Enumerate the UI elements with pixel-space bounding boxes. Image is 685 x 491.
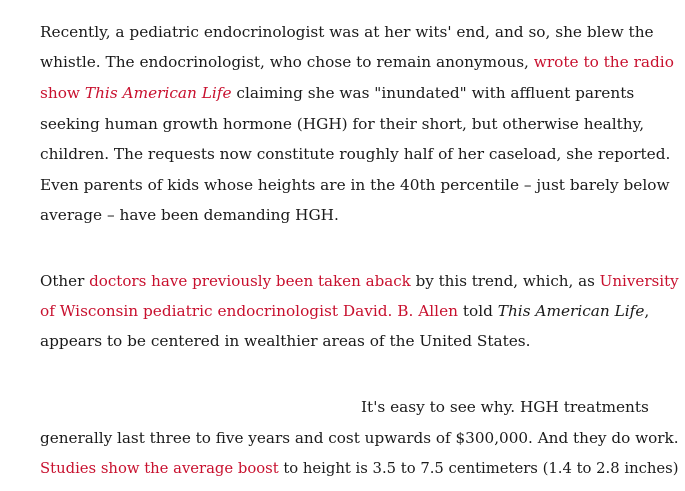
text-span: appears to be centered in wealthier areas of the United States. xyxy=(40,332,531,350)
text-span: Other xyxy=(40,272,90,290)
text-span: Even parents of kids whose heights are in the 40th percentile – just barely below xyxy=(40,176,670,194)
paragraph-1-line-2 xyxy=(40,52,674,72)
link-text: show xyxy=(40,84,85,102)
text-span: generally last three to five years and cost upwards of $300,000. And they do work. xyxy=(40,429,679,447)
show-title: This American Life xyxy=(497,302,645,320)
text-span: told xyxy=(457,302,498,320)
text-span: whistle. The endocrinologist, who chose to remain anonymous, xyxy=(40,53,534,71)
david-allen-link[interactable]: of Wisconsin pediatric endocrinologist David. B. Allen xyxy=(40,302,458,320)
paragraph-3-line-2 xyxy=(40,428,679,448)
text-span: Recently, a pediatric endocrinologist was at her wits' end, and so, she blew the xyxy=(40,23,654,41)
paragraph-1-line-7 xyxy=(40,205,339,225)
university-link[interactable]: University xyxy=(599,272,679,290)
paragraph-3-line-1 xyxy=(361,397,649,417)
doctors-taken-aback-link[interactable]: doctors have previously been taken aback xyxy=(89,272,411,290)
text-span: , xyxy=(644,302,650,320)
text-span: It's easy to see why. HGH treatments xyxy=(361,398,649,416)
text-span: claiming she was "inundated" with affluent parents xyxy=(231,84,635,102)
paragraph-3-line-3 xyxy=(40,458,679,478)
text-span: average – have been demanding HGH. xyxy=(40,206,339,224)
studies-link[interactable]: Studies show the average boost xyxy=(40,459,279,477)
text-span: seeking human growth hormone (HGH) for their short, but otherwise healthy, xyxy=(40,115,645,133)
radio-show-link[interactable]: wrote to the radio xyxy=(533,53,674,71)
paragraph-1-line-6 xyxy=(40,175,670,195)
text-span: to height is 3.5 to 7.5 centimeters (1.4 to 2.8 inches) xyxy=(278,459,679,477)
paragraph-1-line-4 xyxy=(40,114,644,134)
text-span: children. The requests now constitute roughly half of her caseload, she reported. xyxy=(40,145,671,163)
paragraph-2-line-1 xyxy=(40,271,679,291)
paragraph-1-line-1 xyxy=(40,22,654,42)
radio-show-link-continued[interactable] xyxy=(40,84,232,102)
paragraph-1-line-5 xyxy=(40,144,670,164)
show-title-link: This American Life xyxy=(84,84,232,102)
paragraph-2-line-3 xyxy=(40,331,531,351)
text-span: by this trend, which, as xyxy=(410,272,600,290)
paragraph-1-line-3 xyxy=(40,83,634,103)
paragraph-2-line-2 xyxy=(40,301,649,321)
